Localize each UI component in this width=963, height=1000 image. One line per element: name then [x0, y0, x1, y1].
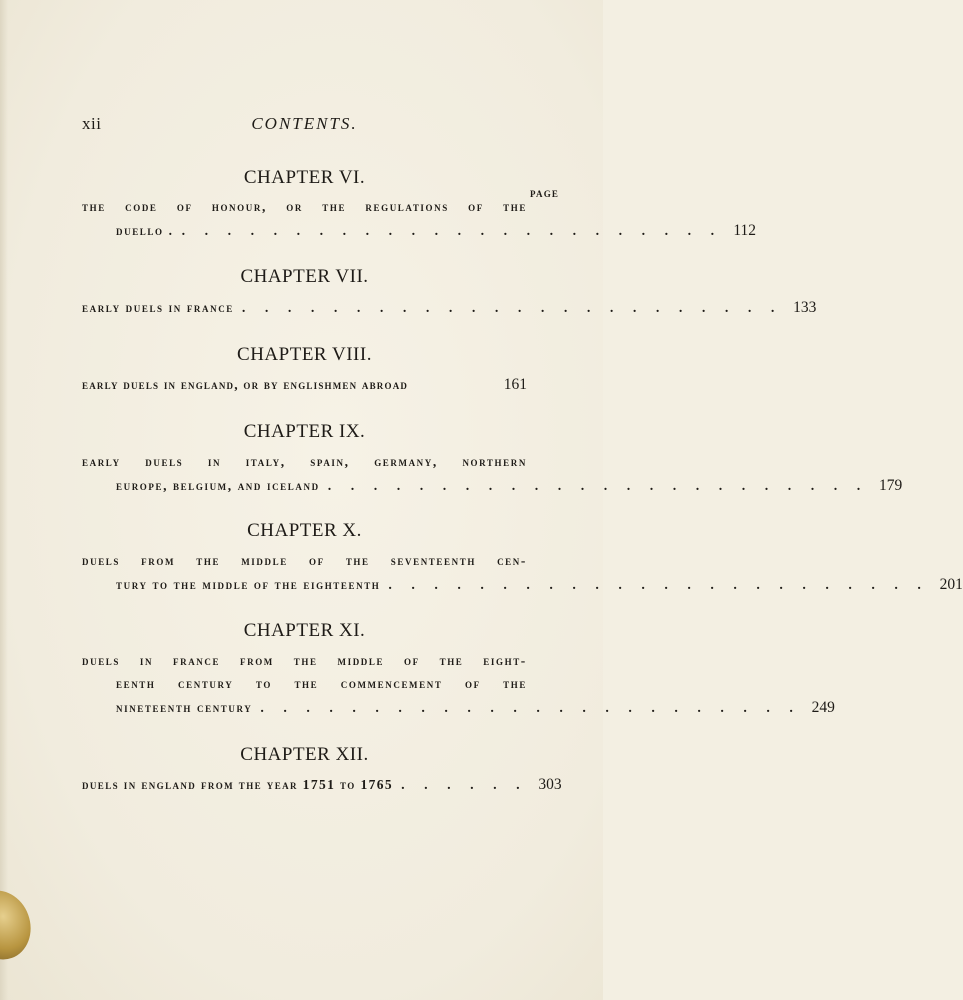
page-number: 249 — [811, 699, 835, 716]
toc-entry — [82, 299, 817, 319]
dot-leader: . . . . . . . . . . . . . . . . . . . . . . . . — [260, 701, 801, 716]
dot-leader: . . . . . . . . . . . . . . . . . . . . . . . . — [181, 224, 723, 239]
page-number: 112 — [733, 222, 757, 239]
page-folio: xii — [82, 114, 102, 133]
page-gutter-shadow — [0, 0, 8, 1000]
entry-line: europe, belgium, and iceland — [116, 478, 320, 493]
toc-entry — [82, 376, 527, 396]
entry-line: duels from the middle of the seventeenth cen- — [82, 553, 527, 568]
dot-leader: . . . . . . . . . . . . . . . . . . . . . . . . — [241, 301, 783, 316]
page-column-label: PAGE — [530, 189, 560, 199]
entry-line: early duels in england, or by englishmen abroad — [82, 377, 409, 392]
dot-leader: . . . . . . . . . . . . . . . . . . . . . . . . — [388, 578, 929, 593]
entry-line: early duels in italy, spain, germany, northern — [82, 454, 527, 469]
toc-entry — [116, 222, 757, 242]
chapter-heading: CHAPTER IX. — [243, 421, 366, 442]
chapter-heading: CHAPTER XI. — [243, 620, 366, 641]
entry-line: duello . — [116, 223, 174, 238]
toc-entry — [82, 776, 562, 796]
page-number: 303 — [538, 776, 562, 793]
dot-leader: . . . . . . . . . . . . . . . . . . . . . . . . — [327, 479, 869, 494]
dot-leader: . . . . . . — [401, 778, 528, 793]
page-number: 133 — [793, 299, 817, 316]
toc-entry — [116, 477, 903, 497]
chapter-heading: CHAPTER X. — [247, 520, 362, 541]
toc-entry — [116, 576, 963, 596]
page-number: 179 — [878, 477, 903, 494]
running-title: CONTENTS. — [251, 114, 358, 133]
chapter-heading: CHAPTER VIII. — [237, 344, 372, 365]
entry-line: eenth century to the commencement of the — [116, 676, 527, 691]
entry-line: duels in england from the year 1751 to 1765 — [82, 777, 394, 792]
page-number: 201 — [939, 576, 963, 593]
entry-line: nineteenth century — [116, 700, 253, 715]
chapter-heading: CHAPTER VI. — [243, 167, 366, 188]
chapter-heading: CHAPTER XII. — [240, 744, 369, 765]
entry-line: the code of honour, or the regulations of the — [82, 199, 527, 214]
chapter-heading: CHAPTER VII. — [240, 266, 369, 287]
page-number: 161 — [503, 376, 527, 393]
toc-entry — [116, 699, 835, 719]
running-head — [82, 114, 527, 136]
entry-line: early duels in france — [82, 300, 234, 315]
brass-clip — [0, 882, 40, 968]
entry-line: duels in france from the middle of the eight- — [82, 653, 527, 668]
entry-line: tury to the middle of the eighteenth — [116, 577, 381, 592]
